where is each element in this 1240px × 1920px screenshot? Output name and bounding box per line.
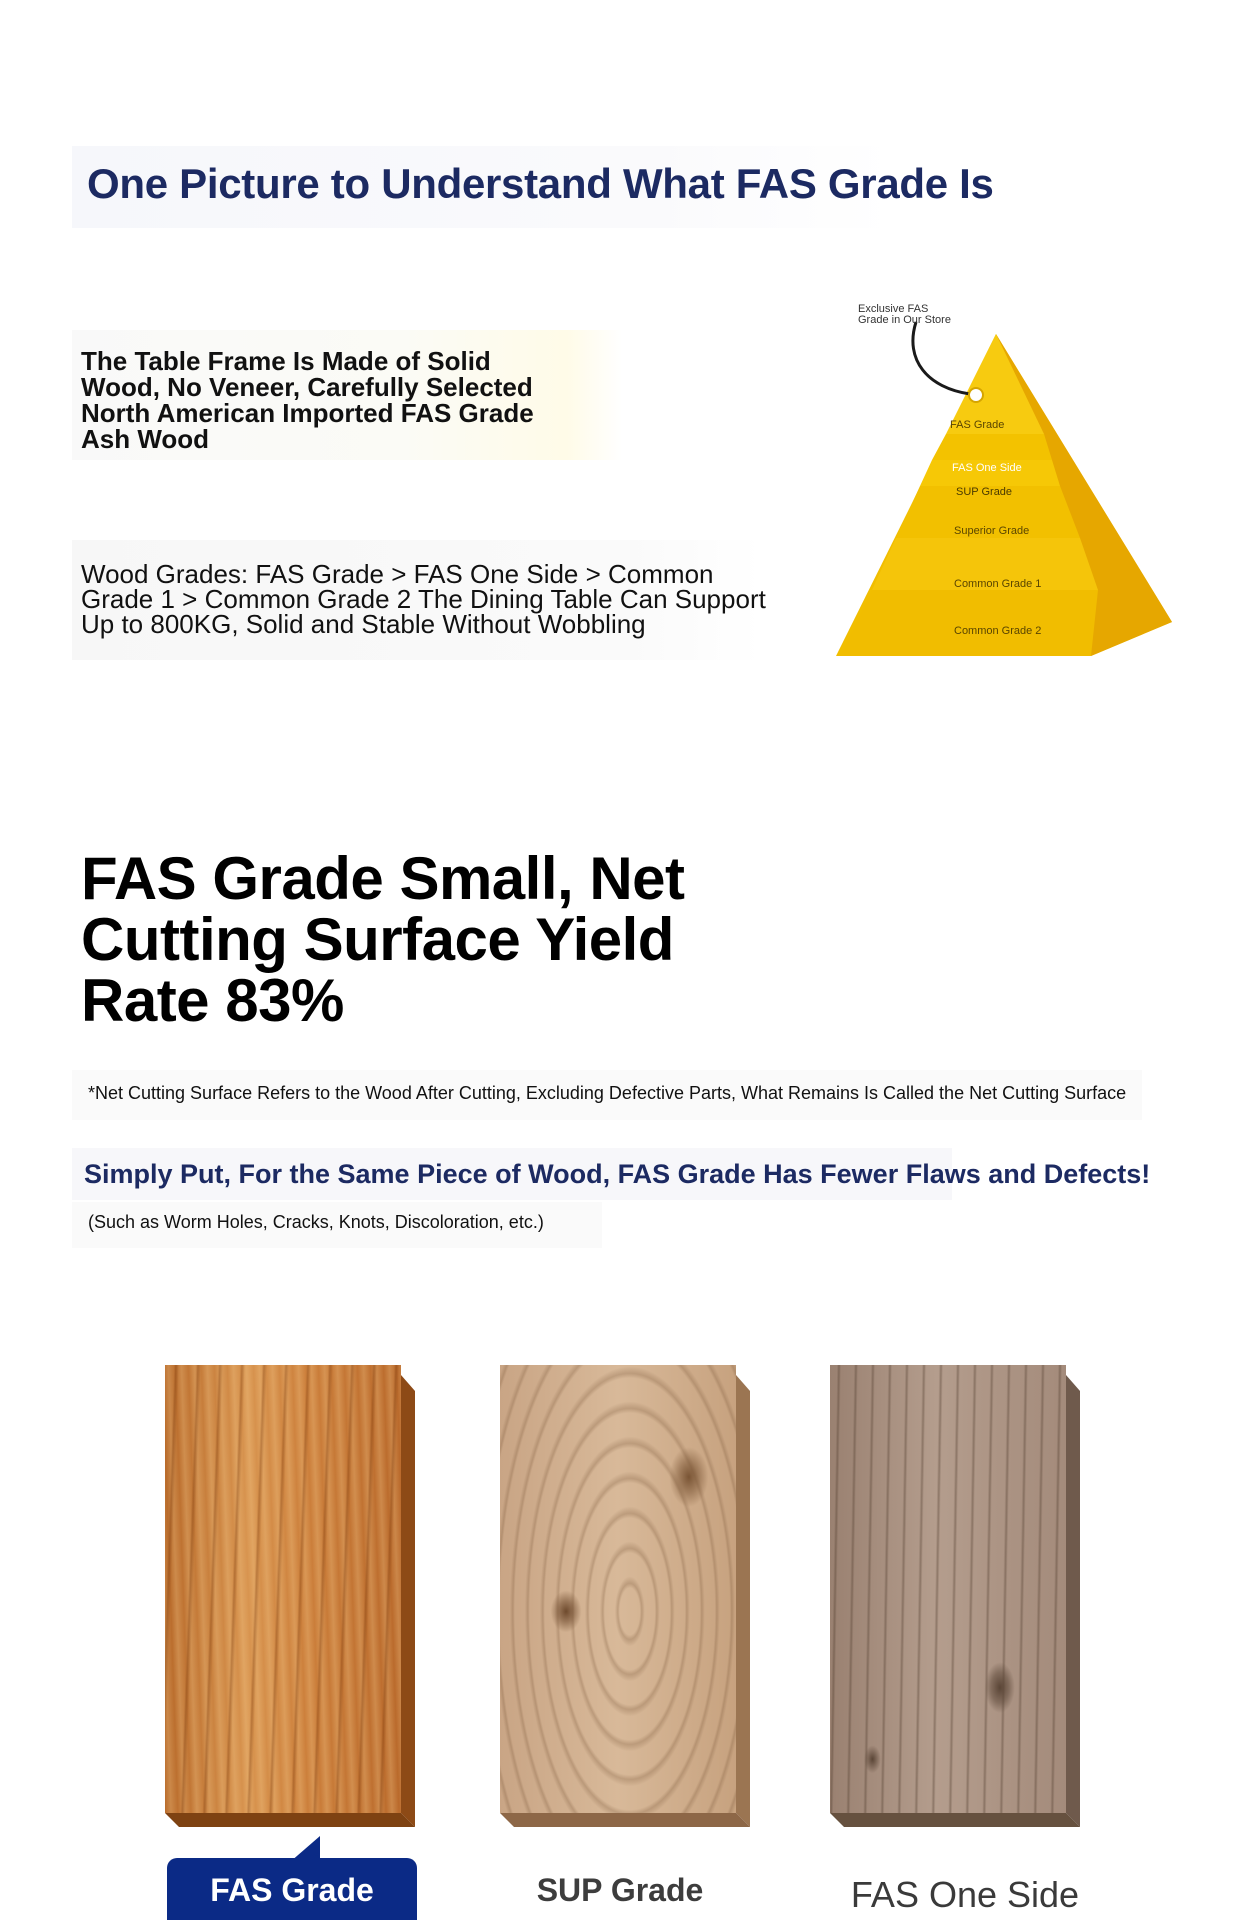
yield-title: FAS Grade Small, Net Cutting Surface Yield Rate 83% <box>81 845 685 1034</box>
sup-grade-plank-image <box>500 1365 750 1827</box>
pyramid-tier-2 <box>932 434 1052 460</box>
plank-side <box>401 1375 415 1827</box>
callout-text-line1: Exclusive FAS <box>858 303 929 315</box>
plank-face <box>165 1365 401 1813</box>
callout-line <box>913 322 970 394</box>
grades-description: Wood Grades: FAS Grade > FAS One Side > Common Grade 1 > Common Grade 2 The Dining Table Can Support Up to 800KG, Solid and Stable Without Wobbling <box>81 559 766 639</box>
plank-label-fas-grade: FAS Grade <box>210 1872 374 1908</box>
plank-face <box>500 1365 736 1813</box>
simply-put-heading: Simply Put, For the Same Piece of Wood, FAS Grade Has Fewer Flaws and Defects! <box>84 1159 1151 1189</box>
frame-description: The Table Frame Is Made of Solid Wood, No Veneer, Carefully Selected North American Imported FAS Grade Ash Wood <box>81 346 534 454</box>
pyramid-label-superior: Superior Grade <box>954 525 1030 537</box>
plank-side <box>736 1375 750 1827</box>
plank-side <box>1066 1375 1080 1827</box>
fas-grade-plank-image <box>165 1365 415 1827</box>
callout-text-line2: Grade in Our Store <box>858 314 951 326</box>
pyramid-label-fas-one-side: FAS One Side <box>952 462 1022 474</box>
plank-label-fas-one-side: FAS One Side <box>850 1874 1080 1915</box>
pyramid-label-sup: SUP Grade <box>956 486 1013 498</box>
plank-face <box>830 1365 1066 1813</box>
plank-bottom <box>165 1813 415 1827</box>
pyramid-label-fas: FAS Grade <box>950 419 1005 431</box>
plank-bottom <box>500 1813 750 1827</box>
pyramid-label-common-1: Common Grade 1 <box>954 578 1042 590</box>
pyramid-tier-6 <box>840 590 1098 656</box>
fas-one-side-plank-image <box>830 1365 1080 1827</box>
grade-pyramid-diagram <box>836 300 1186 670</box>
defect-examples: (Such as Worm Holes, Cracks, Knots, Discoloration, etc.) <box>88 1212 544 1232</box>
plank-bottom <box>830 1813 1080 1827</box>
page-title: One Picture to Understand What FAS Grade Is <box>87 160 994 207</box>
plank-label-sup-grade: SUP Grade <box>536 1872 704 1908</box>
net-cutting-note: *Net Cutting Surface Refers to the Wood After Cutting, Excluding Defective Parts, What Remains Is Called the Net Cutting Surface <box>88 1083 1127 1103</box>
pyramid-label-common-2: Common Grade 2 <box>954 625 1042 637</box>
callout-dot <box>969 388 983 402</box>
